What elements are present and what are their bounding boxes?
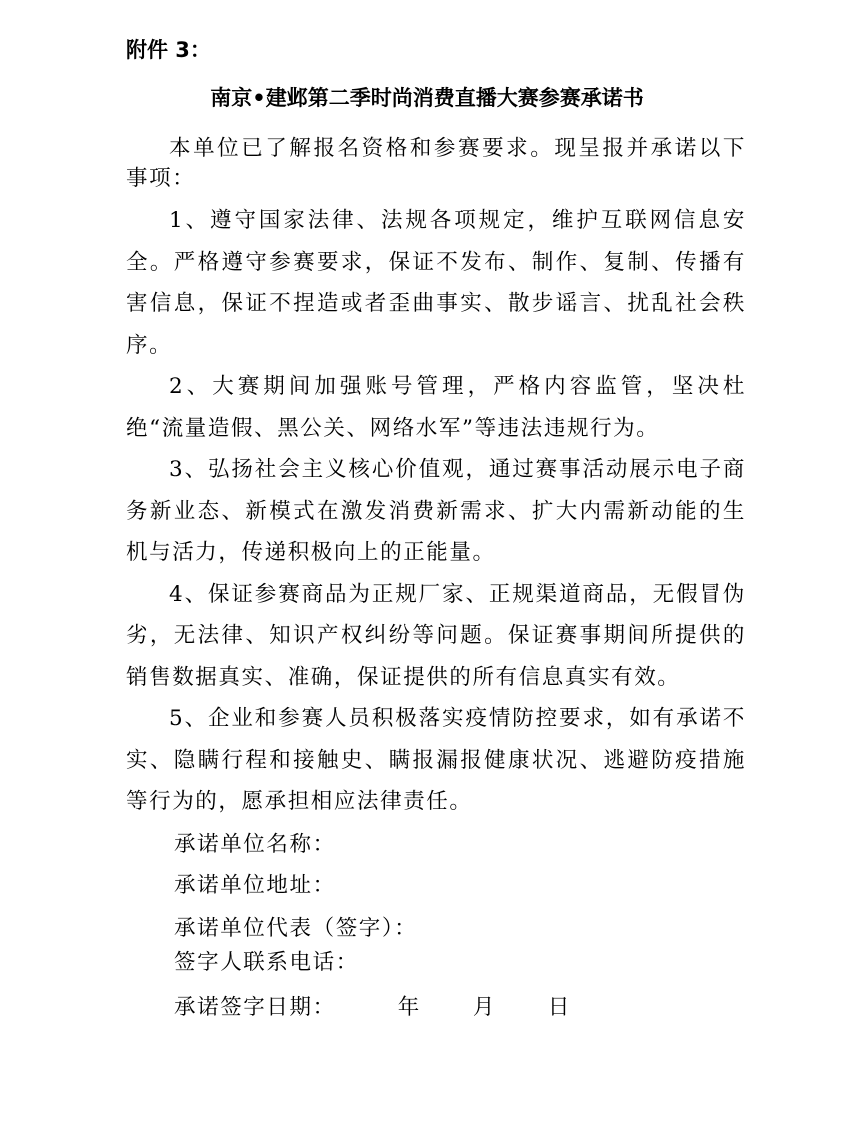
commitment-item-5: 5、企业和参赛人员积极落实疫情防控要求，如有承诺不实、隐瞒行程和接触史、瞒报漏报健康状况、逃避防疫措施等行为的，愿承担相应法律责任。 xyxy=(126,706,746,814)
commitment-body xyxy=(126,134,746,823)
date-year: 年 xyxy=(397,995,421,1020)
unit-address-field: 承诺单位地址： xyxy=(174,873,336,898)
date-field xyxy=(174,987,571,1028)
commitment-item-3: 3、弘扬社会主义核心价值观，通过赛事活动展示电子商务新业态、新模式在激发消费新需求、扩大内需新动能的生机与活力，传递积极向上的正能量。 xyxy=(126,457,746,565)
document-title: 南京•建邺第二季时尚消费直播大赛参赛承诺书 xyxy=(210,86,644,110)
commitment-item-4: 4、保证参赛商品为正规厂家、正规渠道商品，无假冒伪劣，无法律、知识产权纠纷等问题。保证赛事期间所提供的销售数据真实、准确，保证提供的所有信息真实有效。 xyxy=(126,581,746,690)
commitment-item-1: 1、遵守国家法律、法规各项规定，维护互联网信息安全。严格遵守参赛要求，保证不发布、制作、复制、传播有害信息，保证不捏造或者歪曲事实、散步谣言、扰乱社会秩序。 xyxy=(126,208,746,358)
intro-paragraph: 本单位已了解报名资格和参赛要求。现呈报并承诺以下事项： xyxy=(126,136,746,191)
date-label: 承诺签字日期： xyxy=(174,995,336,1020)
representative-field: 承诺单位代表（签字）： xyxy=(174,916,418,941)
signature-fields xyxy=(174,824,571,1028)
date-day: 日 xyxy=(547,995,572,1020)
date-month: 月 xyxy=(472,995,496,1020)
commitment-item-2: 2、大赛期间加强账号管理，严格内容监管，坚决杜绝“流量造假、黑公关、网络水军”等违法违规行为。 xyxy=(126,374,746,441)
unit-name-field: 承诺单位名称： xyxy=(174,832,336,857)
attachment-label: 附件 3： xyxy=(126,38,211,62)
phone-field: 签字人联系电话： xyxy=(174,950,359,975)
